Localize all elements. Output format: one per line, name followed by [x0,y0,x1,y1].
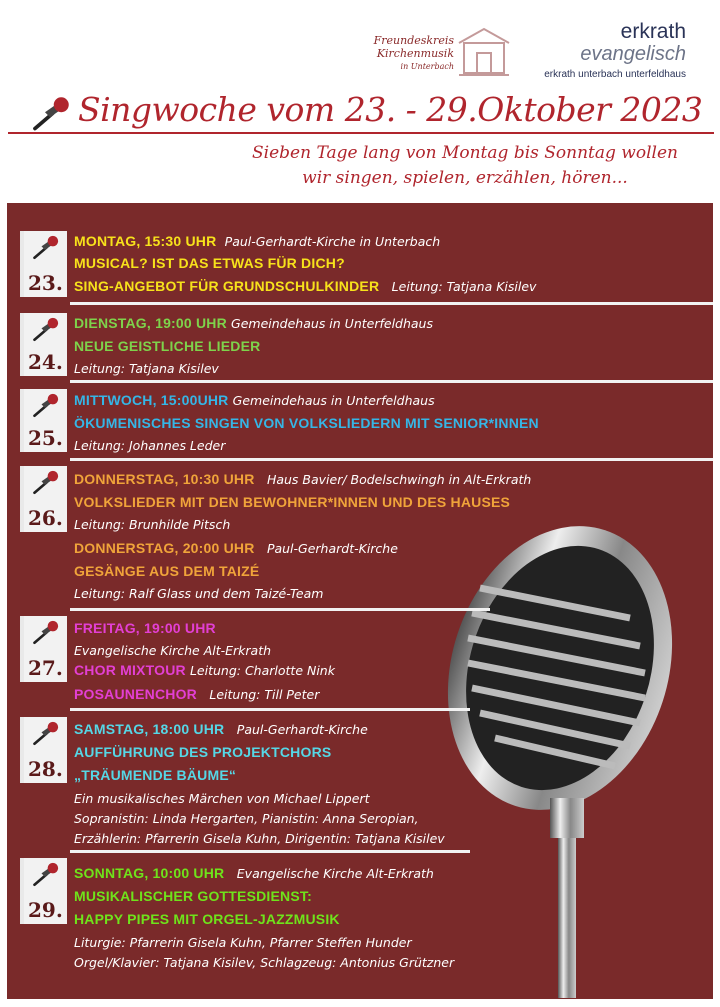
event-place: Paul-Gerhardt-Kirche in Unterbach [224,234,441,249]
evangelisch-logo-text: evangelisch [580,43,686,65]
event-leader: Leitung: Tatjana Kisilev [391,279,537,294]
event-title: GESÄNGE AUS DEM TAIZÉ [74,563,260,579]
day-badge-27 [20,616,67,682]
microphone-icon [30,862,60,890]
event-time: DIENSTAG, 19:00 UHR [74,315,227,331]
day-number: 26. [28,506,63,530]
page-title: Singwoche vom 23. - 29.Oktober 2023 [78,90,703,129]
subtitle-line2: wir singen, spielen, erzählen, hören... [302,168,628,188]
day-badge-23 [20,231,67,297]
event-place: Evangelische Kirche Alt-Erkrath [74,643,272,658]
day-number: 28. [28,757,63,781]
schedule-panel [7,203,713,999]
event-title: HAPPY PIPES MIT ORGEL-JAZZMUSIK [74,911,340,927]
freundeskreis-logo-text [360,34,454,73]
event-place: Paul-Gerhardt-Kirche [236,722,368,737]
event-leader: Leitung: Tatjana Kisilev [74,361,219,376]
event-title: MUSICAL? IST DAS ETWAS FÜR DICH? [74,255,345,271]
microphone-icon [30,721,60,749]
event-info: Liturgie: Pfarrerin Gisela Kuhn, Pfarrer Steffen Hunder [74,935,412,950]
microphone-icon [30,96,70,136]
event-time: DONNERSTAG, 10:30 UHR [74,471,255,487]
event-title: MUSIKALISCHER GOTTESDIENST: [74,888,312,904]
header [0,0,720,200]
divider [70,380,713,383]
event-place: Gemeindehaus in Unterfeldhaus [231,316,433,331]
event-info: Orgel/Klavier: Tatjana Kisilev, Schlagzeug: Antonius Grützner [74,955,455,970]
erkrath-logo-text: erkrath [620,20,686,43]
event-info: Ein musikalisches Märchen von Michael Lippert [74,791,370,806]
event-time: DONNERSTAG, 20:00 UHR [74,540,255,556]
event-leader: Leitung: Till Peter [209,687,320,702]
day-badge-29 [20,858,67,924]
event-leader: Leitung: Johannes Leder [74,438,226,453]
day-number: 27. [28,656,63,680]
event-title: POSAUNENCHOR [74,686,197,702]
event-time: SAMSTAG, 18:00 UHR [74,721,225,737]
title-divider [8,132,714,134]
freundeskreis-line1: Freundeskreis [373,34,454,47]
event-leader: Leitung: Brunhilde Pitsch [74,517,231,532]
divider [70,458,713,461]
event-title: ÖKUMENISCHES SINGEN VON VOLKSLIEDERN MIT SENIOR*INNEN [74,415,539,431]
divider [70,302,713,305]
event-place: Paul-Gerhardt-Kirche [266,541,398,556]
microphone-icon [30,393,60,421]
event-title: CHOR MIXTOUR [74,662,186,678]
day-badge-28 [20,717,67,783]
event-time: SONNTAG, 10:00 UHR [74,865,225,881]
microphone-icon [30,620,60,648]
event-place: Evangelische Kirche Alt-Erkrath [236,866,434,881]
day-number: 29. [28,898,63,922]
divider [70,608,490,611]
event-time: MITTWOCH, 15:00UHR [74,392,229,408]
event-place: Gemeindehaus in Unterfeldhaus [232,393,435,408]
day-number: 25. [28,426,63,450]
microphone-icon [30,317,60,345]
event-title: AUFFÜHRUNG DES PROJEKTCHORS [74,744,332,760]
divider [70,708,470,711]
day-number: 24. [28,350,63,374]
freundeskreis-line2: Kirchenmusik [376,47,454,60]
event-info: Sopranistin: Linda Hergarten, Pianistin: Anna Seropian, [74,811,419,826]
day-badge-26 [20,466,67,532]
subtitle [235,141,695,191]
event-leader: Leitung: Charlotte Nink [189,663,335,678]
church-icon [455,25,513,77]
event-title: NEUE GEISTLICHE LIEDER [74,338,261,354]
event-title: „TRÄUMENDE BÄUME“ [74,767,237,783]
event-time: FREITAG, 19:00 UHR [74,620,216,636]
divider [70,850,470,853]
microphone-icon [30,235,60,263]
microphone-icon [440,518,680,998]
event-info: Erzählerin: Pfarrerin Gisela Kuhn, Dirigentin: Tatjana Kisilev [74,831,445,846]
event-time: MONTAG, 15:30 UHR [74,233,217,249]
places-text: erkrath unterbach unterfeldhaus [544,69,686,80]
event-place: Haus Bavier/ Bodelschwingh in Alt-Erkrath [266,472,532,487]
event-leader: Leitung: Ralf Glass und dem Taizé-Team [74,586,324,601]
event-title: VOLKSLIEDER MIT DEN BEWOHNER*INNEN UND DES HAUSES [74,494,511,510]
day-badge-25 [20,389,67,452]
subtitle-line1: Sieben Tage lang von Montag bis Sonntag wollen [252,143,678,163]
day-number: 23. [28,271,63,295]
microphone-icon [30,470,60,498]
freundeskreis-line3: in Unterbach [400,62,454,71]
event-title: SING-ANGEBOT FÜR GRUNDSCHULKINDER [74,278,380,294]
day-badge-24 [20,313,67,376]
